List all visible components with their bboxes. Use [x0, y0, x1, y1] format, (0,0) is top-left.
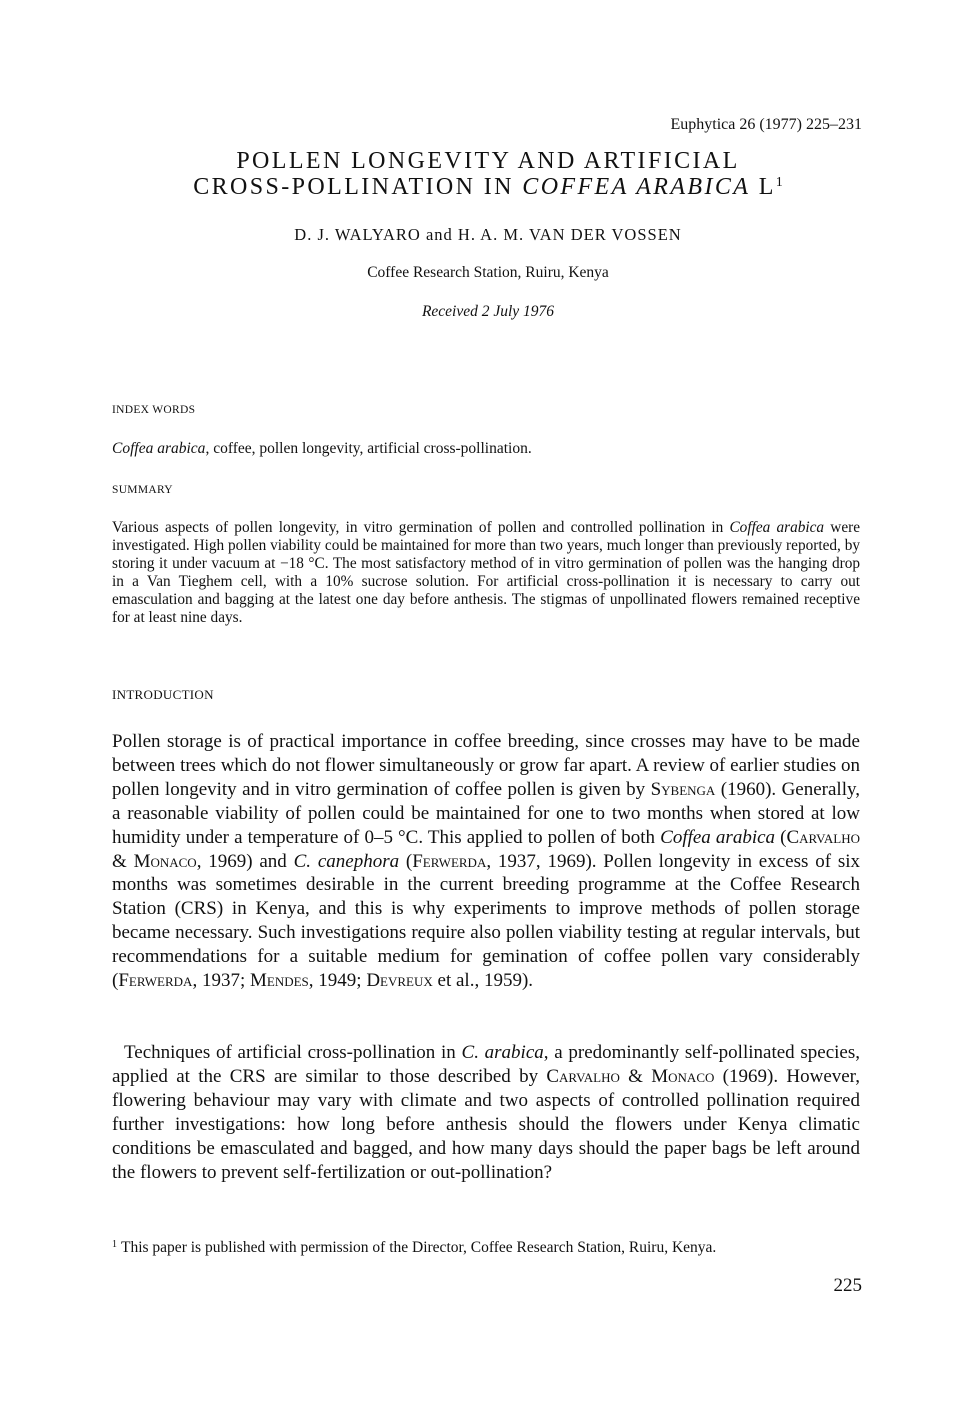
introduction-paragraph-2: [112, 1041, 860, 1184]
text: (1969). However, flowering behaviour may vary with climate and two aspects of controlled pollination required further investigations: how long before anthesis should the flowers under Kenya climatic conditions be emasculated and bagged, and how many days should the paper bags be left around the flowers to prevent self-fertilization or out-pollination?: [112, 1065, 860, 1183]
text: (1960). Generally, a reasonable viability of pollen could be maintained for one to two months when stored at low humidity under a temperature of 0–5 °C. This applied to pollen of both: [112, 778, 861, 848]
summary-text-part: Various aspects of pollen longevity, in vitro germination of pollen and controlled pollination in: [112, 519, 730, 536]
title-line-2-prefix: CROSS-POLLINATION IN: [193, 174, 523, 200]
introduction-paragraph-1: [112, 730, 860, 993]
footnote-text: This paper is published with permission of the Director, Coffee Research Station, Ruiru, Kenya.: [121, 1239, 717, 1256]
citation-author: Carvalho & Monaco: [112, 826, 860, 872]
paper-title: [0, 148, 976, 200]
footnote: [112, 1239, 862, 1257]
journal-reference: Euphytica 26 (1977) 225–231: [670, 116, 862, 133]
text: , 1949;: [308, 970, 367, 992]
citation-author: Carvalho & Monaco: [546, 1065, 715, 1087]
text: , 1937;: [192, 970, 250, 992]
species-name: C. arabica: [461, 1042, 544, 1063]
text: , 1969) and: [196, 850, 294, 872]
summary-text: [112, 519, 860, 628]
text: , a predominantly self-pollinated species, applied at the CRS are similar to those described by: [112, 1042, 860, 1087]
text: Pollen storage is of practical importance in coffee breeding, since crosses may have to be made between trees which do not flower simultaneously or grow far apart. A review of earlier studies on pollen longevity and in vitro germination of coffee pollen is given by: [112, 731, 860, 800]
text: et al., 1959).: [432, 970, 534, 992]
citation-author: Devreux: [366, 970, 433, 992]
index-words-heading: INDEX WORDS: [112, 404, 196, 416]
citation-author: Sybenga: [650, 778, 716, 800]
summary-heading: SUMMARY: [112, 484, 173, 496]
authors: D. J. WALYARO and H. A. M. VAN DER VOSSEN: [294, 225, 682, 244]
page-number: 225: [833, 1275, 862, 1296]
title-species: COFFEA ARABICA: [522, 174, 751, 200]
citation-author: Ferwerda: [412, 850, 487, 872]
title-line-1: POLLEN LONGEVITY AND ARTIFICIAL: [236, 148, 740, 174]
introduction-heading: INTRODUCTION: [112, 687, 214, 702]
text: , 1937, 1969). Pollen longevity in excess of six months was sometimes desirable in the current breeding programme at the Coffee Research Station (CRS) in Kenya, and this is why experiments to improve methods of pollen storage became necessary. Such investigations require also pollen viability testing at regular intervals, but recommendations for a suitable medium for gemination of coffee pollen vary considerably (: [112, 850, 860, 992]
footnote-marker: 1: [112, 1239, 117, 1250]
keyword-species: Coffea arabica: [112, 440, 206, 457]
summary-species: Coffea arabica: [729, 519, 825, 536]
title-line-2-suffix: L: [750, 174, 776, 200]
index-words: [112, 440, 532, 458]
text: (: [399, 850, 413, 872]
text: (: [775, 826, 787, 848]
received-date: Received 2 July 1976: [421, 303, 555, 320]
species-name: Coffea arabica: [660, 826, 776, 848]
summary-text-part: were investigated. High pollen viability could be maintained for more than two years, much longer than previously reported, by storing it under vacuum at −18 °C. The most satisfactory method of in vitro germination of pollen was the hanging drop in a Van Tieghem cell, with a 10% sucrose solution. For artificial cross-pollination it is necessary to carry out emasculation and bagging at the latest one day before anthesis. The stigmas of unpollinated flowers remained receptive for at least nine days.: [112, 519, 860, 627]
affiliation: Coffee Research Station, Ruiru, Kenya: [367, 264, 609, 281]
keywords-rest: , coffee, pollen longevity, artificial cross-pollination.: [205, 440, 532, 457]
title-line-2: [0, 174, 976, 200]
species-name: C. canephora: [293, 850, 400, 872]
text: Techniques of artificial cross-pollination in: [124, 1042, 462, 1063]
title-footnote-marker[interactable]: 1: [775, 175, 783, 190]
citation-author: Ferwerda: [118, 970, 193, 992]
citation-author: Mendes: [249, 970, 309, 992]
